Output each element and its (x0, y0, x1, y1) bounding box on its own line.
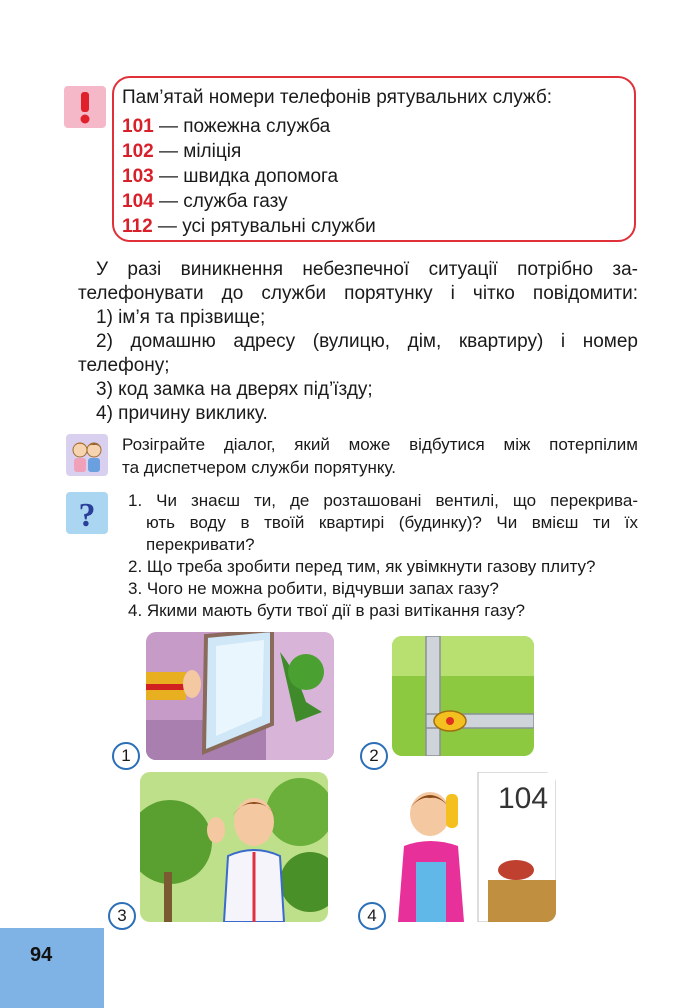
number-code: 104 (122, 191, 154, 212)
paragraph-line: телефонувати до служби порятунку і чітко повідомити: (78, 283, 638, 304)
question-line: 2. Що треба зробити перед тим, як увімкнути газову плиту? (128, 557, 596, 576)
paragraph-line: У разі виникнення небезпечної ситуації потрібно за- (96, 259, 638, 280)
number-code: 101 (122, 116, 154, 137)
question-mark-icon (66, 492, 108, 534)
exclamation-icon (64, 86, 106, 128)
number-row-104 (122, 190, 288, 214)
question-line: 1. Чи знаєш ти, де розташовані вентилі, що перекрива- (128, 491, 638, 510)
task-line: Розіграйте діалог, який може відбутися між потерпілим (122, 435, 638, 454)
question-line: 4. Якими мають бути твої дії в разі витікання газу? (128, 601, 525, 620)
picture-number-badge: 4 (358, 902, 386, 930)
paragraph-line: 3) код замка на дверях під’їзду; (96, 379, 373, 400)
phone-number-sign: 104 (498, 782, 549, 815)
number-label: — швидка допомога (153, 166, 339, 187)
number-row-102 (122, 140, 241, 164)
number-code: 103 (122, 166, 154, 187)
number-label: — усі рятувальні служби (152, 216, 376, 237)
paragraph-line: 4) причину виклику. (96, 403, 268, 424)
illustration-open-window (146, 632, 334, 760)
task-line: та диспетчером служби порятунку. (122, 458, 396, 477)
question-line: 3. Чого не можна робити, відчувши запах газу? (128, 579, 499, 598)
picture-number-badge: 2 (360, 742, 388, 770)
page-number-tab (0, 928, 104, 1008)
number-code: 112 (122, 216, 153, 237)
svg-text:?: ? (78, 497, 96, 534)
number-label: — міліція (153, 141, 242, 162)
picture-number-badge: 3 (108, 902, 136, 930)
question-line: ють воду в твоїй квартирі (будинку)? Чи вмієш ти їх (146, 513, 638, 532)
number-row-112 (122, 215, 376, 239)
page-number: 94 (30, 944, 53, 966)
paragraph-line: телефону; (78, 355, 170, 376)
number-code: 102 (122, 141, 154, 162)
number-label: — служба газу (153, 191, 288, 212)
paragraph-line: 2) домашню адресу (вулицю, дім, квартиру) і номер (96, 331, 638, 352)
picture-number-badge: 1 (112, 742, 140, 770)
numbers-title: Пам’ятай номери телефонів рятувальних служб: (122, 87, 553, 108)
illustration-boy-outside (140, 772, 328, 922)
illustration-gas-valve (392, 636, 534, 756)
two-children-icon (66, 434, 108, 476)
number-row-101 (122, 115, 330, 139)
number-row-103 (122, 165, 338, 189)
question-line: перекривати? (146, 535, 255, 554)
number-label: — пожежна служба (153, 116, 331, 137)
paragraph-line: 1) ім’я та прізвище; (96, 307, 266, 328)
